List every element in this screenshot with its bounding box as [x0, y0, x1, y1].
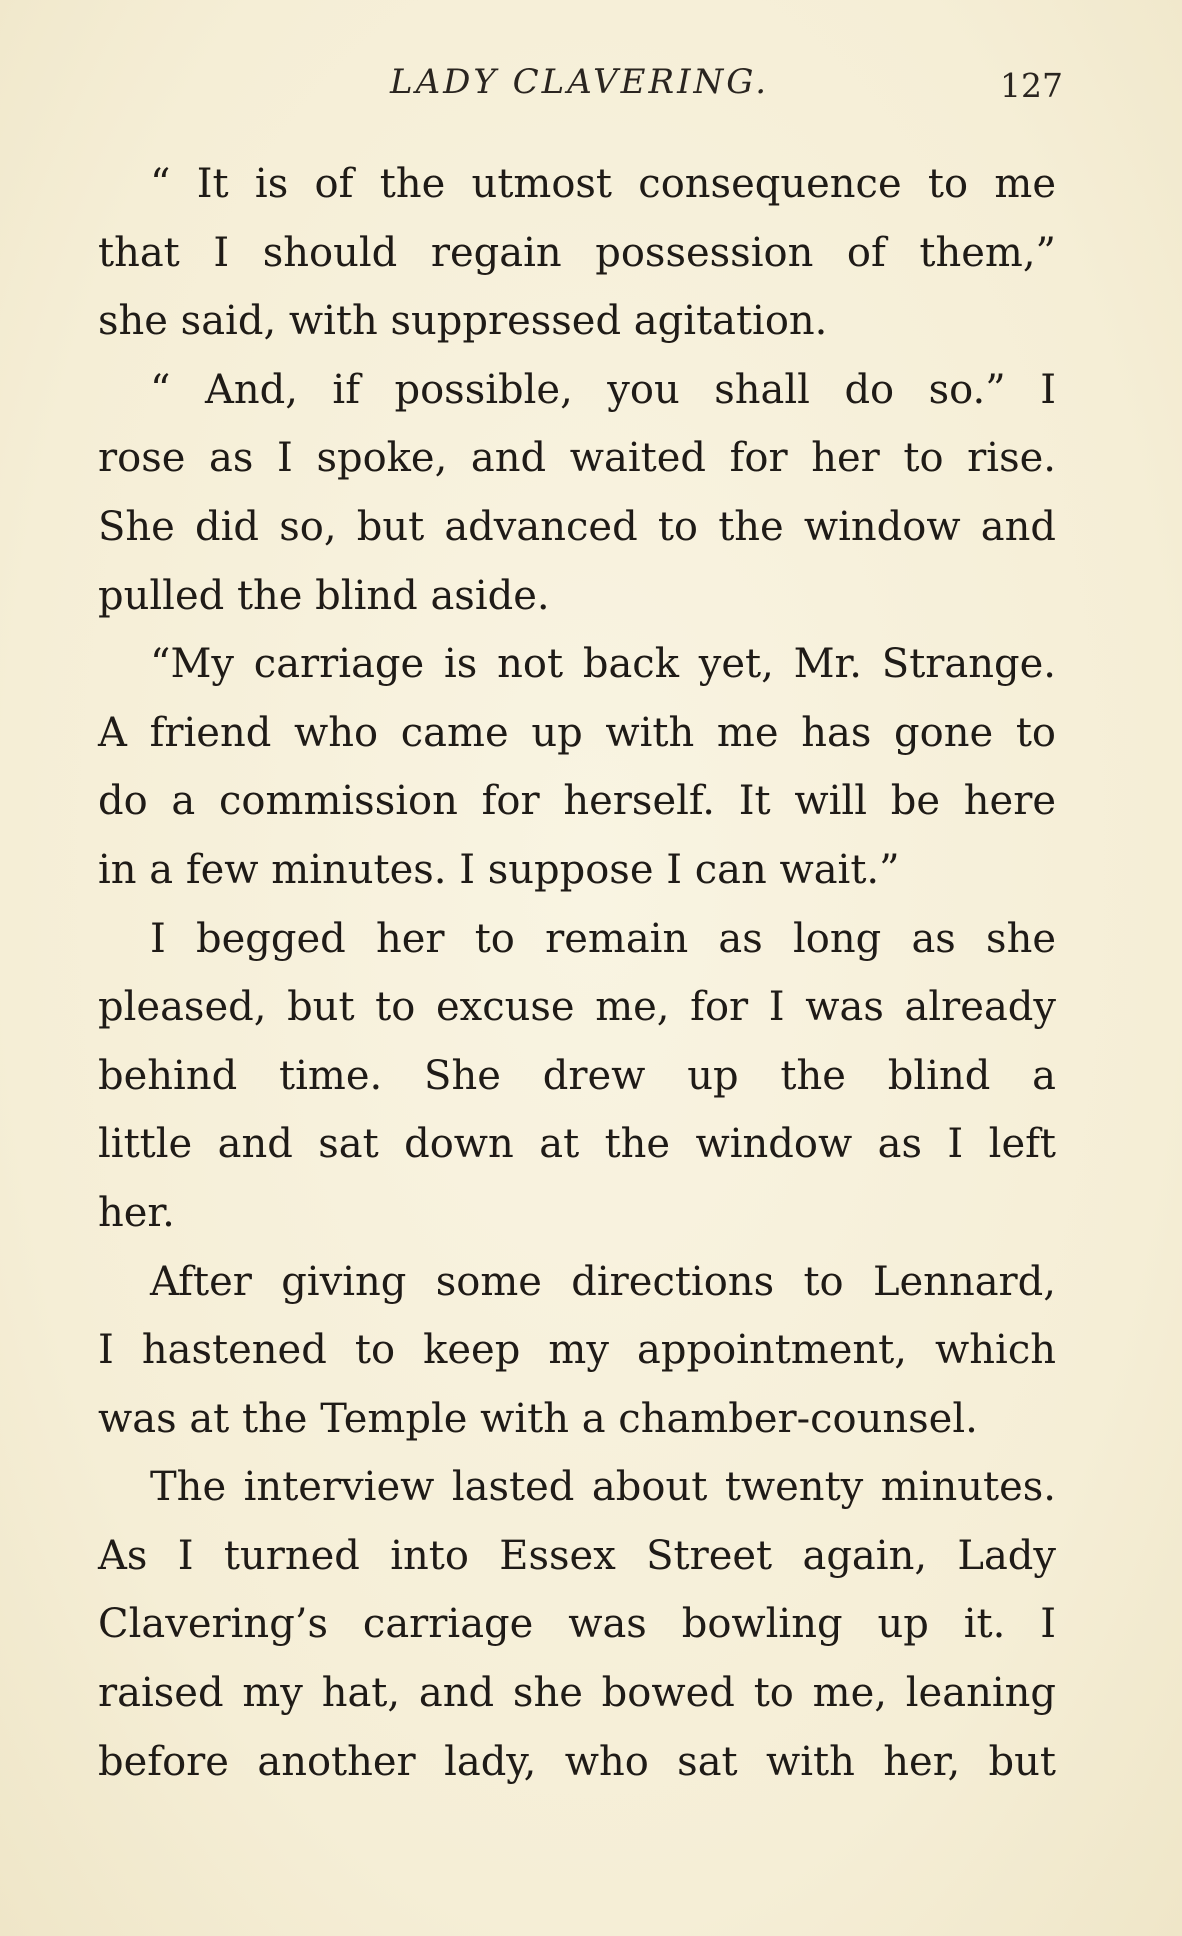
text-line: little and sat down at the window as I left	[98, 1121, 1056, 1168]
text-line: pleased, but to excuse me, for I was already	[98, 984, 1056, 1031]
text-line: A friend who came up with me has gone to	[98, 709, 1056, 756]
text-line: I begged her to remain as long as she	[150, 915, 1056, 962]
text-line: “ And, if possible, you shall do so.” I	[150, 366, 1056, 413]
text-line: rose as I spoke, and waited for her to rise.	[98, 435, 1056, 482]
text-line: As I turned into Essex Street again, Lady	[98, 1532, 1056, 1579]
text-line: in a few minutes. I suppose I can wait.”	[98, 846, 900, 893]
running-head	[0, 62, 1182, 112]
running-title: LADY CLAVERING.	[390, 62, 770, 102]
text-line: After giving some directions to Lennard,	[150, 1258, 1056, 1305]
text-line: her.	[98, 1189, 175, 1236]
text-line: I hastened to keep my appointment, which	[98, 1327, 1056, 1374]
text-line: raised my hat, and she bowed to me, leaning	[98, 1670, 1056, 1717]
page-number: 127	[1000, 66, 1063, 105]
text-line: “ It is of the utmost consequence to me	[150, 161, 1056, 207]
text-line: do a commission for herself. It will be here	[98, 778, 1056, 825]
text-line: She did so, but advanced to the window and	[98, 503, 1056, 550]
text-line: before another lady, who sat with her, but	[98, 1738, 1056, 1785]
text-line: she said, with suppressed agitation.	[98, 298, 828, 345]
text-line: pulled the blind aside.	[98, 572, 550, 619]
text-line: was at the Temple with a chamber-counsel.	[98, 1395, 978, 1442]
text-line: that I should regain possession of them,”	[98, 229, 1056, 276]
body-text	[98, 150, 1056, 1796]
text-line: Clavering’s carriage was bowling up it. I	[98, 1601, 1056, 1648]
text-line: The interview lasted about twenty minutes.	[150, 1464, 1056, 1511]
text-line: behind time. She drew up the blind a	[98, 1052, 1056, 1099]
text-line: “My carriage is not back yet, Mr. Strange.	[150, 641, 1056, 688]
